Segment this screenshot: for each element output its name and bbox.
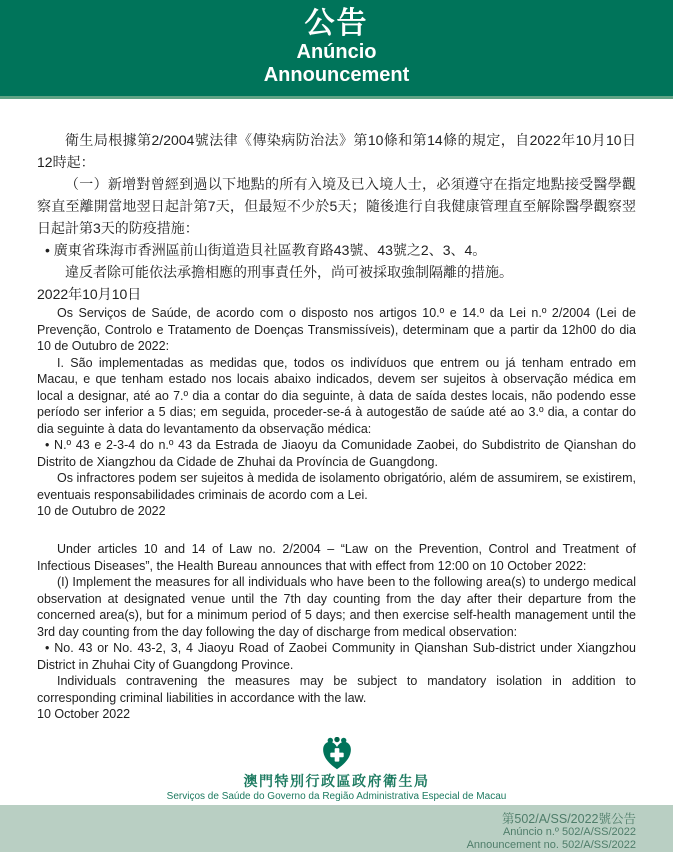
portuguese-location-bullet: • N.º 43 e 2-3-4 do n.º 43 da Estrada de Jiaoyu da Comunidade Zaobei, do Subdistrito de Qianshan do Distrito de Xiangzhou da Cidade de Zhuhai da Província de Guangdong.	[37, 438, 636, 469]
english-measure-paragraph: (I) Implement the measures for all individuals who have been to the following area(s) to undergo medical observation at designated venue until the 7th day counting from the day after their departure from the concerned area(s), but for a minimum period of 5 days; and then exercise self-health management until the 3rd day counting from the day following the day of discharge from medical observation:	[37, 575, 636, 639]
bureau-footer	[0, 737, 673, 803]
banner-title-pt: Anúncio	[296, 41, 377, 63]
document-body	[0, 99, 673, 722]
portuguese-penalty-paragraph: Os infractores podem ser sujeitos à medida de isolamento obrigatório, além de assumirem, se existirem, eventuais responsabilidades criminais de acordo com a Lei.	[37, 471, 636, 502]
portuguese-measure-paragraph: I. São implementadas as medidas que, todos os indivíduos que entrem ou já tenham entrado em Macau, e que tenham estado nos locais abaixo indicados, devem ser sujeitos à observação médica em local a designar, até ao 7.º dia a contar do dia seguinte, à data de saída destes locais, não podendo esse período ser inferior a 5 dias; em seguida, proceder-se-á à autogestão de saúde até ao 3.º dia, a contar do dia seguinte à data do levantamento da observação médica:	[37, 355, 636, 436]
section-chinese	[37, 129, 636, 305]
english-penalty-paragraph: Individuals contravening the measures may be subject to mandatory isolation in addition to corresponding criminal liabilities in accordance with the law.	[37, 674, 636, 705]
english-date-line: 10 October 2022	[37, 707, 131, 721]
health-bureau-logo-icon	[319, 737, 355, 771]
announcement-number-en: Announcement no. 502/A/SS/2022	[466, 839, 636, 851]
chinese-penalty-paragraph: 違反者除可能依法承擔相應的刑事責任外，尚可被採取強制隔離的措施。	[65, 264, 513, 280]
banner-title-en: Announcement	[263, 64, 410, 86]
portuguese-date-line: 10 de Outubro de 2022	[37, 504, 166, 518]
announcement-banner	[0, 0, 673, 99]
announcement-number-pt: Anúncio n.º 502/A/SS/2022	[502, 826, 636, 838]
english-location-bullet: • No. 43 or No. 43-2, 3, 4 Jiaoyu Road of Zaobei Community in Qianshan Sub-district under Xiangzhou District in Zhuhai City of Guangdong Province.	[37, 641, 636, 672]
chinese-date-line: 2022年10月10日	[37, 286, 142, 302]
section-english	[37, 541, 636, 722]
section-portuguese	[37, 305, 636, 519]
bureau-name-pt: Serviços de Saúde do Governo da Região Administrativa Especial de Macau	[166, 791, 507, 802]
english-intro-paragraph: Under articles 10 and 14 of Law no. 2/2004 – “Law on the Prevention, Control and Treatment of Infectious Diseases”, the Health Bureau announces that with effect from 12:00 on 10 October 2022:	[37, 542, 636, 573]
announcement-number-zh: 第502/A/SS/2022號公告	[501, 812, 636, 826]
banner-title-zh: 公告	[304, 7, 369, 40]
portuguese-intro-paragraph: Os Serviços de Saúde, de acordo com o disposto nos artigos 10.º e 14.º da Lei n.º 2/2004 (Lei de Prevenção, Controlo e Tratamento de Doenças Transmissíveis), determinam que a partir da 12h00 do dia 10 de Outubro de 2022:	[37, 306, 636, 353]
announcement-number-band	[0, 805, 673, 852]
chinese-measure-paragraph: （一）新增對曾經到過以下地點的所有入境及已入境人士，必須遵守在指定地點接受醫學觀察直至離開當地翌日起計第7天，但最短不少於5天；隨後進行自我健康管理直至解除醫學觀察翌日起計第3天的防疫措施：	[37, 176, 636, 236]
chinese-intro-paragraph: 衛生局根據第2/2004號法律《傳染病防治法》第10條和第14條的規定，自2022年10月10日12時起：	[37, 132, 636, 170]
bureau-name-zh: 澳門特別行政區政府衛生局	[243, 773, 430, 789]
chinese-location-bullet: • 廣東省珠海市香洲區前山街道造貝社區教育路43號、43號之2、3、4。	[45, 242, 487, 258]
